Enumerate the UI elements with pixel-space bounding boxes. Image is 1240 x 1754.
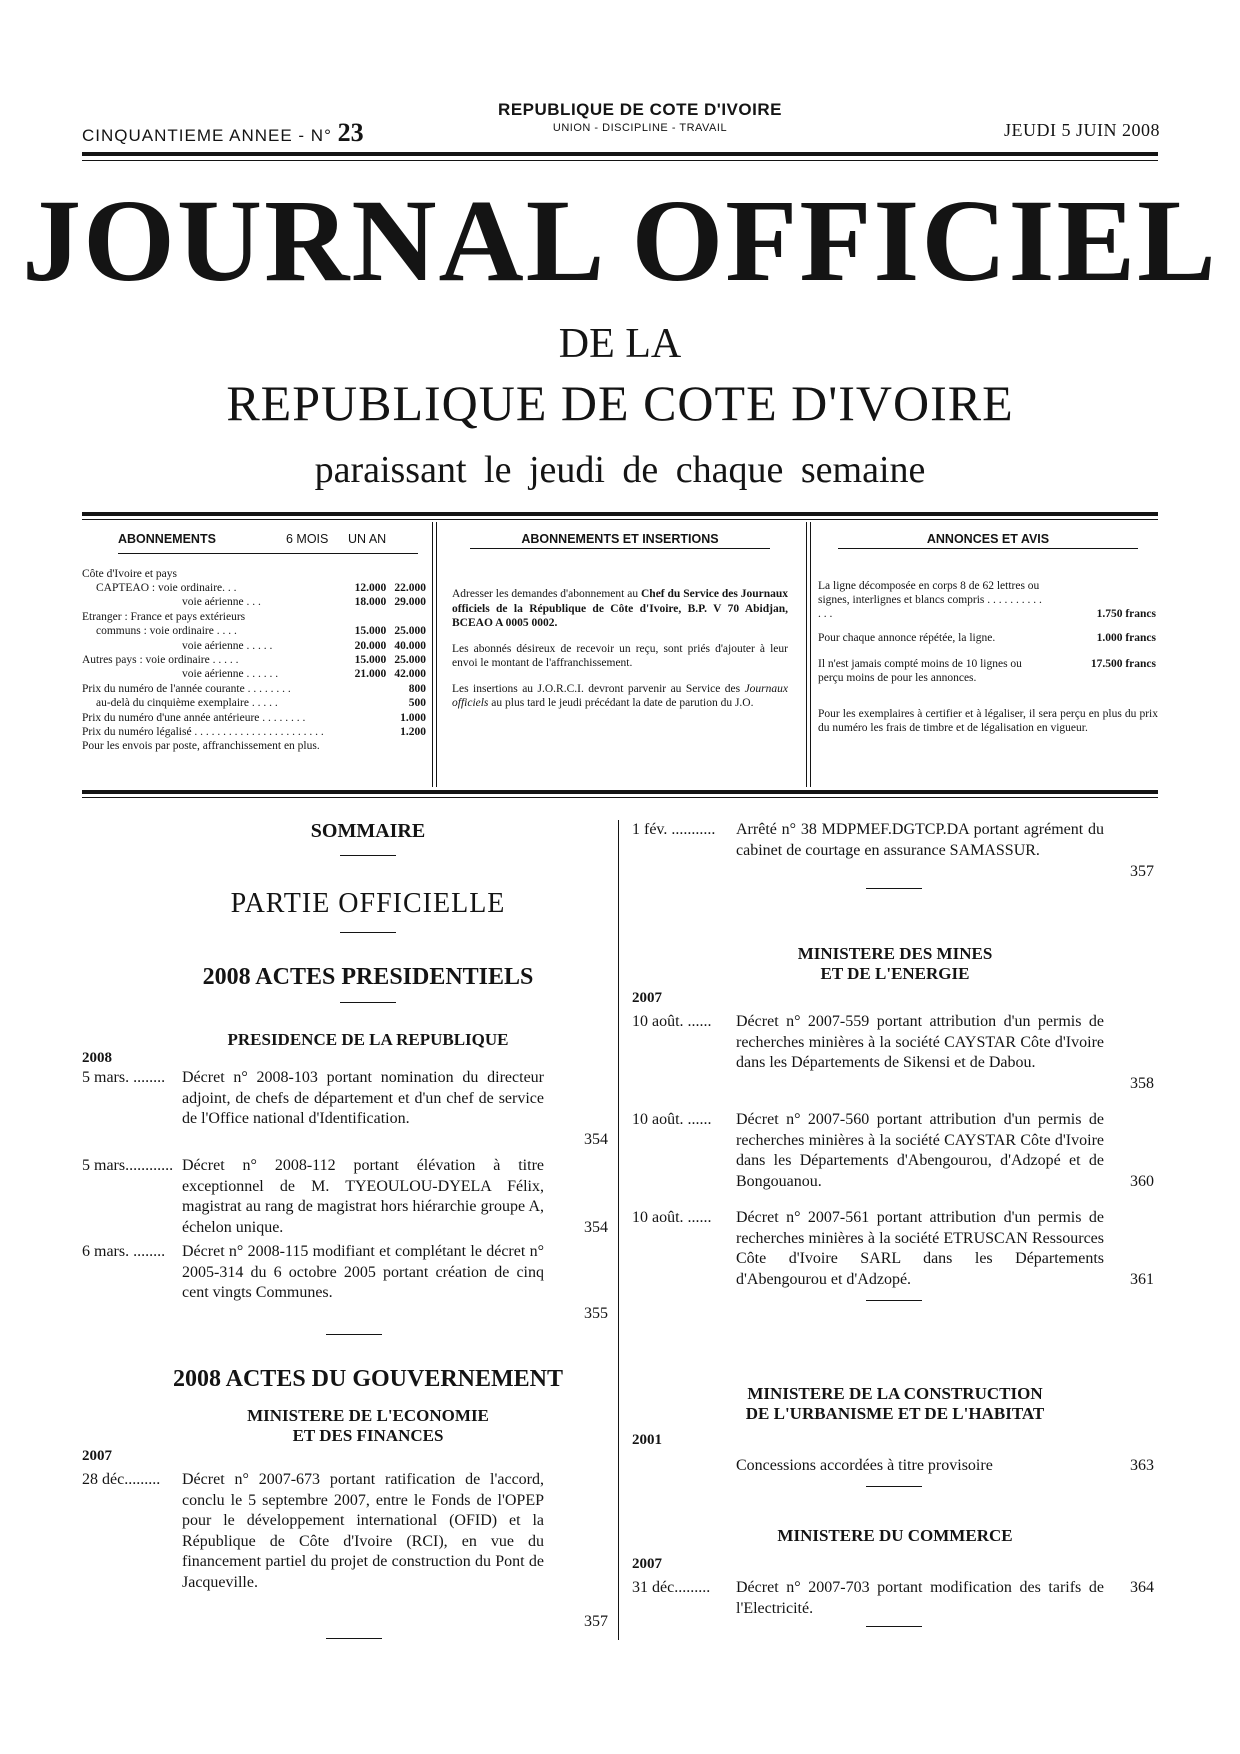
entry-text: Décret n° 2008-112 portant élévation à titre exceptionnel de M. TYEOULOU-DYELA Félix, magistrat au rang de magistrat hors hiérarchie groupe A, échelon unique. — [182, 1157, 544, 1236]
box-bottom-rule-thick — [82, 790, 1158, 794]
price-row — [82, 725, 426, 739]
entry-page: 364 — [1130, 1579, 1154, 1596]
ministry-mines-l2: ET DE L'ENERGIE — [820, 964, 970, 983]
annonce-value-3: 17.500 francs — [1090, 658, 1156, 670]
entry-date: 28 déc......... — [82, 1471, 161, 1488]
entry-date: 5 mars. ........ — [82, 1069, 166, 1086]
ministry-economie — [110, 1406, 626, 1446]
masthead-line-3: paraissant le jeudi de chaque semaine — [314, 449, 926, 491]
insertions-heading: ABONNEMENTS ET INSERTIONS — [521, 532, 719, 546]
entry-text: Décret n° 2007-559 portant attribution d'un permis de recherches minières à la société CAYSTAR Côte d'Ivoire dans les Départements de Sikensi et de Dabou. — [736, 1013, 1104, 1071]
ministry-economie-l2: ET DES FINANCES — [292, 1426, 444, 1445]
region-cote-divoire: Côte d'Ivoire et pays — [82, 568, 178, 580]
rate-six: 20.000 — [354, 639, 387, 652]
box-top-rule-thin — [82, 519, 1158, 520]
insertions-deadline — [452, 682, 788, 711]
republic-name: REPUBLIQUE DE COTE D'IVOIRE — [498, 100, 782, 119]
deadline-b: au plus tard le jeudi précédant la date de parution du J.O. — [491, 697, 754, 709]
year-2007-mines: 2007 — [632, 990, 662, 1006]
entry-date: 10 août. ...... — [632, 1013, 712, 1030]
entries3-rule — [866, 1300, 922, 1301]
price-label: Prix du numéro de l'année courante . . . . . . . . — [82, 682, 291, 695]
rate-six: 15.000 — [354, 625, 387, 638]
box-divider-2 — [806, 522, 807, 787]
insertions-heading-rule — [470, 548, 770, 549]
insertions-address-body: Chef du Service des Journaux officiels de la République de Côte d'Ivoire, B.P. V 70 Abidjan, BCEAO A 0005 0002. — [452, 588, 789, 629]
insertions-address — [452, 587, 788, 631]
year-2007-commerce: 2007 — [632, 1556, 662, 1572]
box-top-rule-thick — [82, 512, 1158, 516]
entry-date: 10 août. ...... — [632, 1209, 712, 1226]
entry-page: 355 — [584, 1305, 608, 1322]
annonce-label-3: Il n'est jamais compté moins de 10 lignes ou perçu moins de pour les annonces. — [818, 658, 1022, 684]
deadline-em: Journaux officiels — [452, 682, 788, 709]
insertions-address-intro: Adresser les demandes d'abonnement au — [452, 588, 639, 600]
partie-officielle: PARTIE OFFICIELLE — [230, 888, 506, 919]
entry-decret-2007-703 — [632, 1578, 1158, 1622]
entry-decret-2007-559 — [632, 1012, 1158, 1096]
edition-text: CINQUANTIEME ANNEE - N° — [82, 126, 332, 145]
masthead-line-1: DE LA — [558, 321, 682, 367]
rate-row — [82, 581, 426, 595]
rate-row — [82, 610, 426, 624]
ministry-mines-l1: MINISTERE DES MINES — [797, 944, 993, 963]
ministry-economie-l1: MINISTERE DE L'ECONOMIE — [247, 1406, 489, 1425]
subscriptions-heading: ABONNEMENTS — [118, 532, 216, 546]
price-label: Prix du numéro d'une année antérieure . . . . . . . . — [82, 711, 306, 724]
entry-date: 6 mars. ........ — [82, 1243, 166, 1260]
year-2008: 2008 — [82, 1050, 112, 1066]
price-row — [82, 696, 426, 710]
rate-year: 40.000 — [394, 639, 426, 652]
price-value: 800 — [408, 682, 426, 695]
rate-year: 29.000 — [394, 596, 426, 609]
entry-text: Décret n° 2008-115 modifiant et complétant le décret n° 2005-314 du 6 octobre 2005 portant création de cinq cent vingts Communes. — [182, 1243, 544, 1301]
entries2-rule — [326, 1638, 382, 1639]
annonce-label-1: La ligne décomposée en corps 8 de 62 lettres ou signes, interlignes et blancs compris . . . . . . . . . . . . . — [818, 580, 1042, 620]
entry-page: 357 — [584, 1613, 608, 1630]
header-rule-thick — [82, 152, 1158, 156]
annonce-row-3 — [818, 657, 1158, 707]
rate-year: 42.000 — [394, 668, 426, 681]
entry-page: 363 — [1130, 1457, 1154, 1474]
price-row — [82, 682, 426, 696]
rate-label: Autres pays : voie ordinaire . . . . . — [82, 654, 239, 667]
entry-text: Décret n° 2008-103 portant nomination du directeur adjoint, de chefs de département et d'un chef de service de l'Office national d'Identification. — [182, 1069, 544, 1127]
entry0-rule — [866, 888, 922, 889]
rate-label: CAPTEAO : voie ordinaire. . . — [96, 582, 237, 594]
entry-date: 5 mars............ — [82, 1157, 174, 1174]
year-2001: 2001 — [632, 1432, 662, 1448]
rate-six: 18.000 — [354, 596, 387, 609]
ministry-construction — [632, 1384, 1158, 1424]
sommaire-rule — [340, 855, 396, 856]
entry-text: Décret n° 2007-561 portant attribution d'un permis de recherches minières à la société ETRUSCAN Ressources Côte d'Ivoire SARL dans les Départements d'Abengourou et d'Adzopé. — [736, 1209, 1104, 1288]
masthead-line-2: REPUBLIQUE DE COTE D'IVOIRE — [226, 375, 1014, 431]
price-label: au-delà du cinquième exemplaire . . . . . — [96, 697, 278, 710]
rate-year: 25.000 — [394, 625, 426, 638]
rate-six: 21.000 — [354, 668, 387, 681]
annonce-row-2 — [818, 631, 1158, 657]
box-bottom-rule-thin — [82, 797, 1158, 798]
rate-year: 22.000 — [394, 582, 426, 594]
section-actes-gouvernement: 2008 ACTES DU GOUVERNEMENT — [172, 1366, 564, 1392]
edition-number: 23 — [337, 118, 364, 147]
entry-concessions — [632, 1456, 1158, 1480]
annonce-legalisation: Pour les exemplaires à certifier et à légaliser, il sera perçu en plus du prix du numéro les frais de timbre et de légalisation en vigueur. — [818, 708, 1158, 734]
sommaire-title: SOMMAIRE — [310, 820, 426, 842]
rate-six: 15.000 — [354, 654, 387, 667]
annonces-heading-rule — [838, 548, 1138, 549]
price-row — [82, 739, 426, 753]
one-year-header: UN AN — [348, 532, 387, 546]
ministry-construction-l1: MINISTERE DE LA CONSTRUCTION — [747, 1384, 1043, 1403]
year-2007-economie: 2007 — [82, 1448, 112, 1464]
ministry-construction-l2: DE L'URBANISME ET DE L'HABITAT — [745, 1404, 1045, 1423]
box-divider-1b — [436, 522, 437, 787]
entry-decret-2007-561 — [632, 1208, 1158, 1292]
price-value: 1.200 — [400, 726, 426, 739]
box-divider-1 — [432, 522, 433, 787]
entry-date: 1 fév. ........... — [632, 821, 716, 838]
issue-date: JEUDI 5 JUIN 2008 — [1004, 120, 1160, 140]
ministry-commerce: MINISTERE DU COMMERCE — [777, 1526, 1013, 1545]
annonces-heading: ANNONCES ET AVIS — [926, 532, 1050, 546]
entry-decret-2007-560 — [632, 1110, 1158, 1194]
ministry-presidence: PRESIDENCE DE LA REPUBLIQUE — [227, 1030, 509, 1049]
entry-text: Décret n° 2007-673 portant ratification de l'accord, conclu le 5 septembre 2007, entre le Fonds de l'OPEP pour le développement international (OFID) et la République de Côte d'Ivoire (RCI), en vue du financement partiel du projet de construction du Pont de Jacqueville. — [182, 1471, 544, 1591]
insertions-receipt: Les abonnés désireux de recevoir un reçu, sont priés d'ajouter à leur envoi le montant de l'affranchissement. — [452, 642, 788, 669]
annonce-value-2: 1.000 francs — [1096, 632, 1156, 644]
entry-decret-2008-115 — [82, 1242, 608, 1326]
rate-row — [82, 639, 426, 653]
entry-page: 361 — [1130, 1271, 1154, 1288]
section-actes-presidentiels: 2008 ACTES PRESIDENTIELS — [202, 964, 534, 990]
entry-arrete-38 — [632, 820, 1158, 886]
region-etranger: Etranger : France et pays extérieurs — [82, 610, 246, 623]
entry-decret-2007-673 — [82, 1470, 608, 1630]
entries1-rule — [326, 1334, 382, 1335]
subscriptions-box — [82, 532, 426, 754]
deadline-a: Les insertions au J.O.R.C.I. devront parvenir au Service des — [452, 682, 741, 695]
rate-row — [82, 653, 426, 667]
entry-page: 358 — [1130, 1075, 1154, 1092]
column-divider — [618, 820, 619, 1640]
republic-header — [440, 100, 840, 134]
price-value: 1.000 — [400, 711, 426, 724]
annonce-row-1 — [818, 579, 1158, 631]
insertions-box — [452, 532, 788, 722]
box-divider-2b — [810, 522, 811, 787]
section1-rule — [340, 1002, 396, 1003]
price-value: 500 — [408, 697, 426, 710]
rate-label: voie aérienne . . . . . — [182, 639, 273, 652]
price-row — [82, 711, 426, 725]
rate-six: 12.000 — [354, 582, 387, 594]
subscriptions-heading-rule — [118, 553, 418, 554]
price-label: Prix du numéro légalisé . . . . . . . . . . . . . . . . . . . . . . . — [82, 726, 324, 739]
entry-text: Décret n° 2007-703 portant modification des tarifs de l'Electricité. — [736, 1579, 1104, 1617]
subscription-rates — [82, 581, 426, 754]
edition-label — [82, 118, 364, 148]
annonce-label-2: Pour chaque annonce répétée, la ligne. — [818, 632, 996, 644]
entry-text: Décret n° 2007-560 portant attribution d'un permis de recherches minières à la société CAYSTAR Côte d'Ivoire dans les Départements d'Abengourou, d'Adzopé et de Bongouanou. — [736, 1111, 1104, 1190]
postal-note: Pour les envois par poste, affranchissement en plus. — [82, 740, 320, 753]
rate-label: voie aérienne . . . — [182, 596, 261, 609]
header-rule-thin — [82, 160, 1158, 161]
entry-text: Concessions accordées à titre provisoire — [736, 1457, 993, 1474]
journal-title: JOURNAL OFFICIEL — [22, 175, 1218, 306]
six-months-header: 6 MOIS — [286, 532, 329, 546]
ministry-mines — [632, 944, 1158, 984]
republic-motto: UNION - DISCIPLINE - TRAVAIL — [552, 122, 728, 134]
entry-page: 357 — [1130, 863, 1154, 880]
annonce-value-1: 1.750 francs — [1096, 608, 1156, 620]
rate-year: 25.000 — [394, 654, 426, 667]
entry4-rule — [866, 1486, 922, 1487]
partie-rule — [340, 932, 396, 933]
rate-row — [82, 667, 426, 681]
entry-page: 354 — [584, 1131, 608, 1148]
rate-row — [82, 595, 426, 609]
entry-page: 360 — [1130, 1173, 1154, 1190]
entry-page: 354 — [584, 1219, 608, 1236]
entry-date: 10 août. ...... — [632, 1111, 712, 1128]
rate-label: communs : voie ordinaire . . . . — [96, 625, 237, 638]
rate-label: voie aérienne . . . . . . — [182, 668, 279, 681]
entry-decret-2008-112 — [82, 1156, 608, 1240]
rate-row — [82, 624, 426, 638]
annonces-box — [818, 532, 1158, 735]
entry-decret-2008-103 — [82, 1068, 608, 1152]
entry5-rule — [866, 1626, 922, 1627]
entry-text: Arrêté n° 38 MDPMEF.DGTCP.DA portant agrément du cabinet de courtage en assurance SAMASSUR. — [736, 821, 1104, 859]
entry-date: 31 déc......... — [632, 1579, 711, 1596]
